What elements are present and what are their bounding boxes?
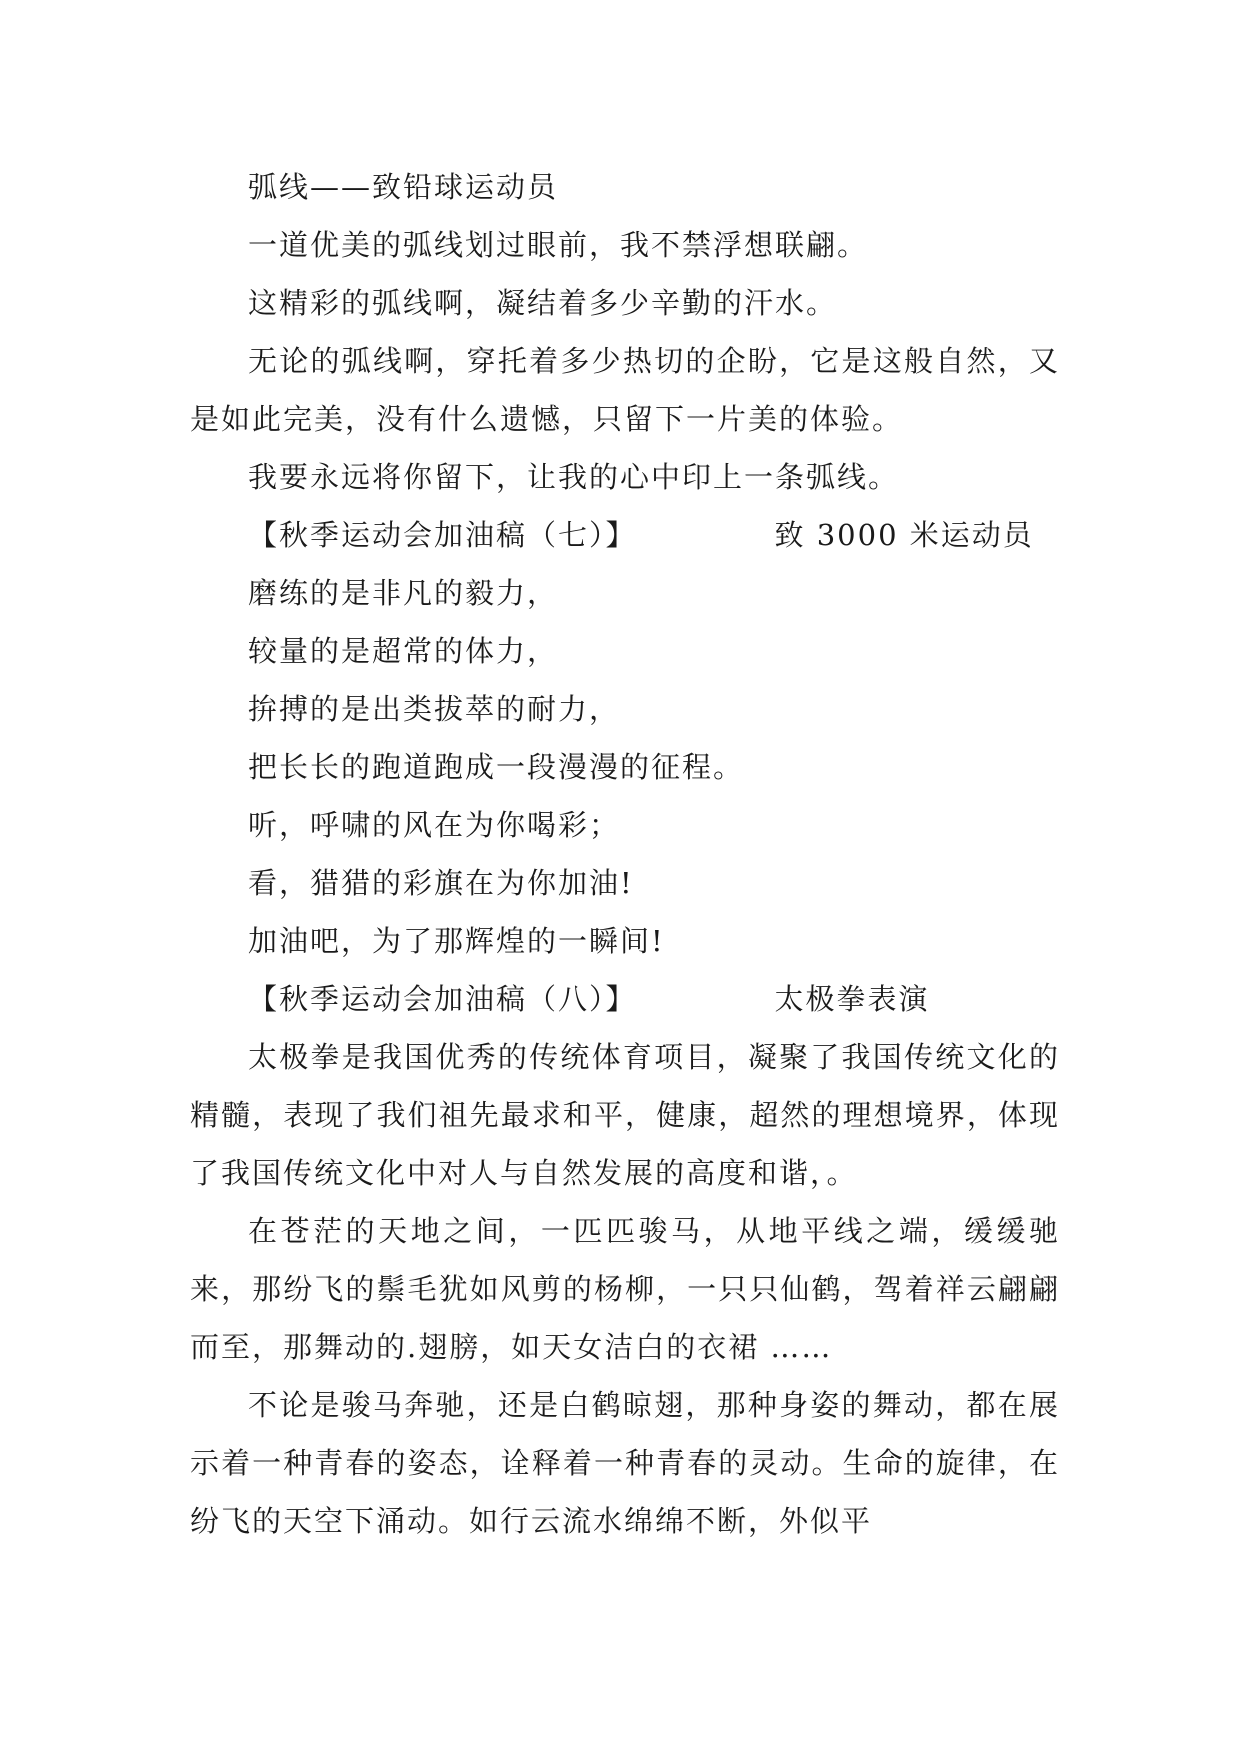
paragraph: 这精彩的弧线啊，凝结着多少辛勤的汗水。 [248, 286, 838, 320]
document-body [190, 158, 1060, 1550]
poem-line: 磨练的是非凡的毅力， [248, 576, 559, 610]
section-heading-subtitle: 太极拳表演 [774, 982, 930, 1016]
poem-line: 听，呼啸的风在为你喝彩； [248, 808, 621, 842]
paragraph: 无论的弧线啊，穿托着多少热切的企盼，它是这般自然，又是如此完美，没有什么遗憾，只留下一片美的体验。 [190, 344, 1060, 436]
paragraph: 一道优美的弧线划过眼前，我不禁浮想联翩。 [248, 228, 869, 262]
poem-line: 把长长的跑道跑成一段漫漫的征程。 [248, 750, 745, 784]
poem-line: 较量的是超常的体力， [248, 634, 559, 668]
section-heading-label: 【秋季运动会加油稿（八）】 [248, 982, 637, 1016]
poem-line: 加油吧，为了那辉煌的一瞬间! [248, 924, 665, 958]
poem-line: 拚搏的是出类拔萃的耐力， [248, 692, 621, 726]
paragraph: 不论是骏马奔驰，还是白鹤晾翅，那种身姿的舞动，都在展示着一种青春的姿态，诠释着一种青春的灵动。生命的旋律，在纷飞的天空下涌动。如行云流水绵绵不断，外似平 [190, 1388, 1060, 1538]
section-heading-subtitle: 致 3000 米运动员 [774, 518, 1034, 552]
paragraph: 太极拳是我国优秀的传统体育项目，凝聚了我国传统文化的精髓，表现了我们祖先最求和平，健康，超然的理想境界，体现了我国传统文化中对人与自然发展的高度和谐，。 [190, 1040, 1060, 1190]
paragraph: 在苍茫的天地之间，一匹匹骏马，从地平线之端，缓缓驰来，那纷飞的鬃毛犹如风剪的杨柳，一只只仙鹤，驾着祥云翩翩而至，那舞动的.翅膀，如天女洁白的衣裙 …… [190, 1214, 1060, 1364]
section-heading-7 [190, 506, 1060, 564]
poem-title: 弧线——致铅球运动员 [248, 170, 559, 204]
section-heading-8 [190, 970, 1060, 1028]
section-heading-label: 【秋季运动会加油稿（七）】 [248, 518, 637, 552]
paragraph: 我要永远将你留下，让我的心中印上一条弧线。 [248, 460, 900, 494]
poem-line: 看，猎猎的彩旗在为你加油! [248, 866, 634, 900]
